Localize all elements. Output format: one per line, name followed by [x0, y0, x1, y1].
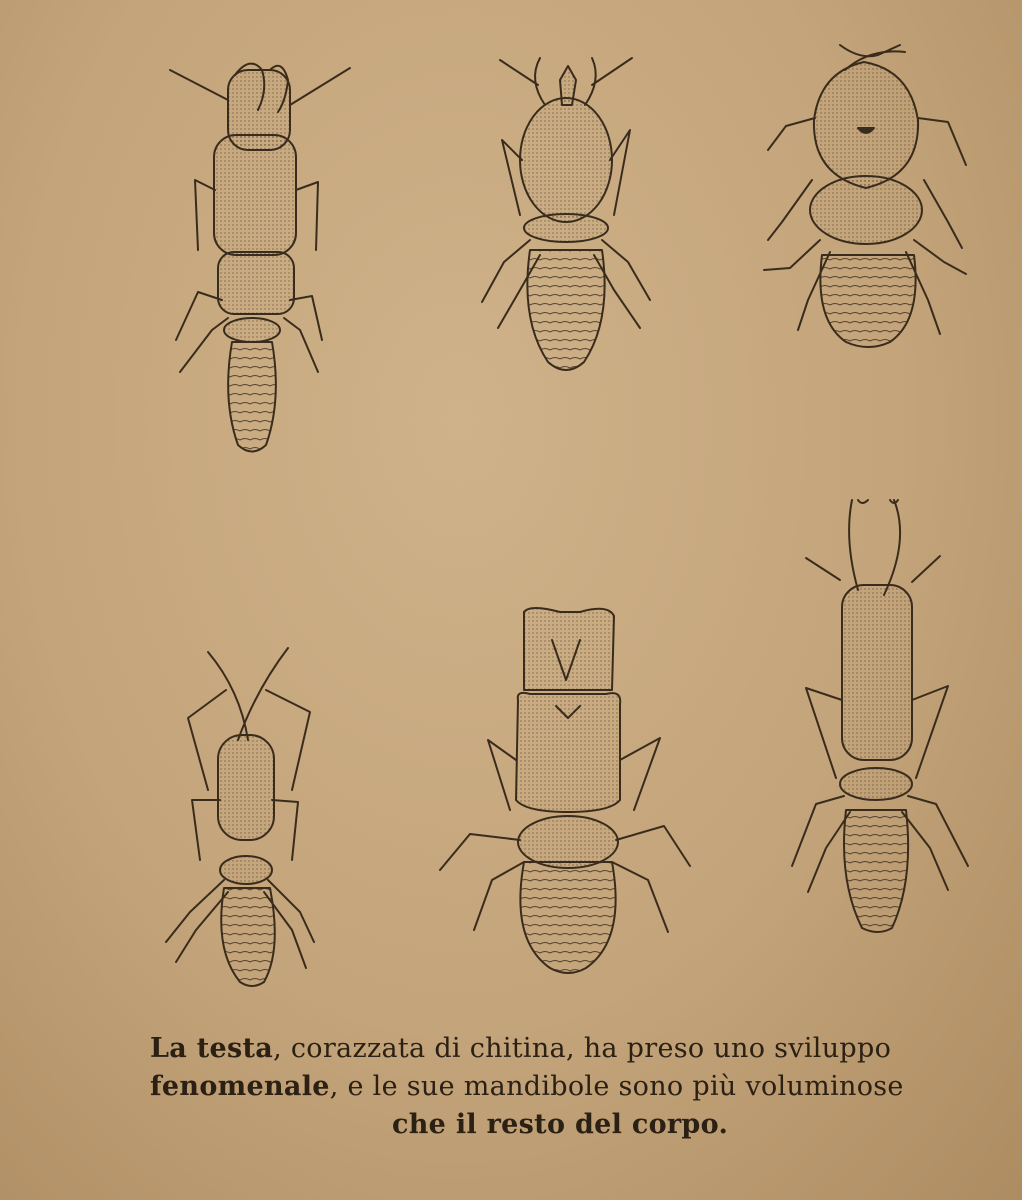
termite-soldier-top-middle	[482, 58, 650, 370]
termite-soldier-top-right	[764, 45, 966, 347]
caption-emphasis-fenomenale: fenomenale	[150, 1071, 330, 1102]
caption-line-3: che il resto del corpo.	[392, 1109, 729, 1140]
caption-line-1-text: , corazzata di chitina, ha preso uno sviluppo	[273, 1033, 892, 1064]
termite-soldier-bottom-middle	[440, 608, 690, 973]
termite-soldier-bottom-right	[792, 500, 968, 932]
caption-line-2	[150, 1068, 1010, 1106]
caption-line-2-text: , e le sue mandibole sono più voluminose	[329, 1071, 904, 1102]
termite-soldier-bottom-left	[166, 648, 314, 986]
termite-soldier-top-left	[170, 64, 350, 452]
caption-line-1	[150, 1030, 1010, 1068]
caption-emphasis-testa: La testa	[150, 1033, 274, 1064]
figure-caption	[150, 1030, 1010, 1144]
